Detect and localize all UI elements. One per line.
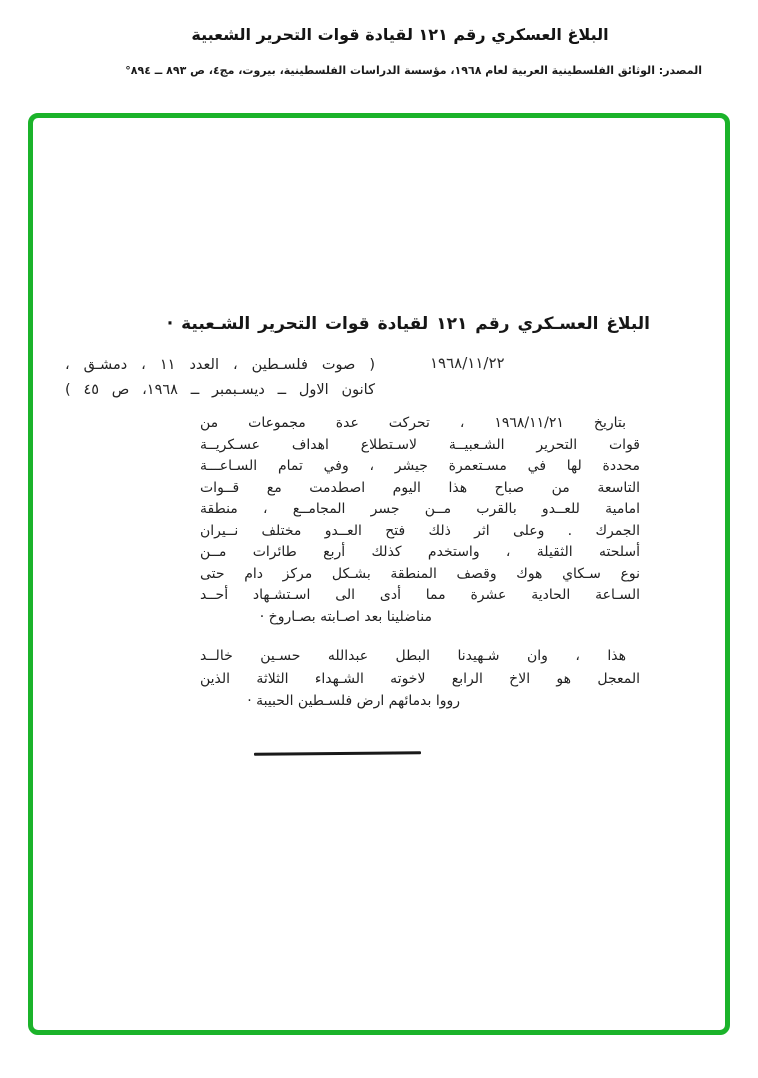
paragraph-line: المعجل هو الاخ الرابع لاخوته الشـهداء الثلاثة الذين bbox=[200, 670, 640, 687]
paragraph-2 bbox=[200, 645, 640, 713]
paragraph-line: محددة لها في مسـتعمرة جيشر ، وفي تمام السـاعـــة bbox=[200, 458, 640, 474]
citation-line: ( صوت فلسـطين ، العدد ١١ ، دمشـق ، bbox=[65, 357, 375, 373]
paragraph-line: التاسعة من صباح هذا اليوم اصطدمت مع قــوات bbox=[200, 479, 640, 496]
header-source-line: المصدر: الوثائق الفلسطينية العربية لعام ١٩٦٨، مؤسسة الدراسات الفلسطينية، بيروت، مج٤، ص ٨٩٣ ــ ٨٩٤° bbox=[125, 64, 702, 77]
document-citation bbox=[65, 353, 375, 403]
paragraph-1 bbox=[200, 413, 640, 628]
separator-rule bbox=[254, 751, 421, 755]
document-scan-box bbox=[28, 113, 730, 1035]
paragraph-line: امامية للعــدو بالقرب مــن جسر المجامــع ، منطقة bbox=[200, 501, 640, 517]
document-date: ١٩٦٨/١١/٢٢ bbox=[430, 354, 505, 372]
paragraph-line: رووا بدمائهم ارض فلسـطين الحبيبة · bbox=[247, 693, 460, 710]
paragraph-line: مناضلينا بعد اصـابته بصـاروخ · bbox=[259, 608, 432, 625]
paragraph-line: بتاريخ ١٩٦٨/١١/٢١ ، تحركت عدة مجموعات من bbox=[200, 415, 626, 431]
paragraph-line: هذا ، وان شـهيدنا البطل عبدالله حسـين خالــد bbox=[200, 648, 626, 664]
citation-line: كانون الاول ــ ديسـبمبر ــ ١٩٦٨، ص ٤٥ ) bbox=[65, 382, 375, 398]
paragraph-line: أسلحته الثقيلة ، واستخدم كذلك أربع طائرات مــن bbox=[200, 544, 640, 560]
paragraph-line: قوات التحرير الشـعبيــة لاسـتطلاع اهداف عسـكريــة bbox=[200, 436, 640, 453]
paragraph-line: نوع سـكاي هوك وقصف المنطقة بشـكل مركز دام حتى bbox=[200, 565, 640, 582]
paragraph-line: السـاعة الحادية عشرة مما أدى الى اسـتشـهاد أحــد bbox=[200, 587, 640, 603]
header-title: البلاغ العسكري رقم ١٢١ لقيادة قوات التحرير الشعبية bbox=[191, 25, 609, 44]
paragraph-line: الجمرك . وعلى اثر ذلك فتح العــدو مختلف نــيران bbox=[200, 522, 640, 539]
document-title: البلاغ العسـكري رقم ١٢١ لقيادة قوات التحرير الشـعبية · bbox=[166, 314, 650, 334]
